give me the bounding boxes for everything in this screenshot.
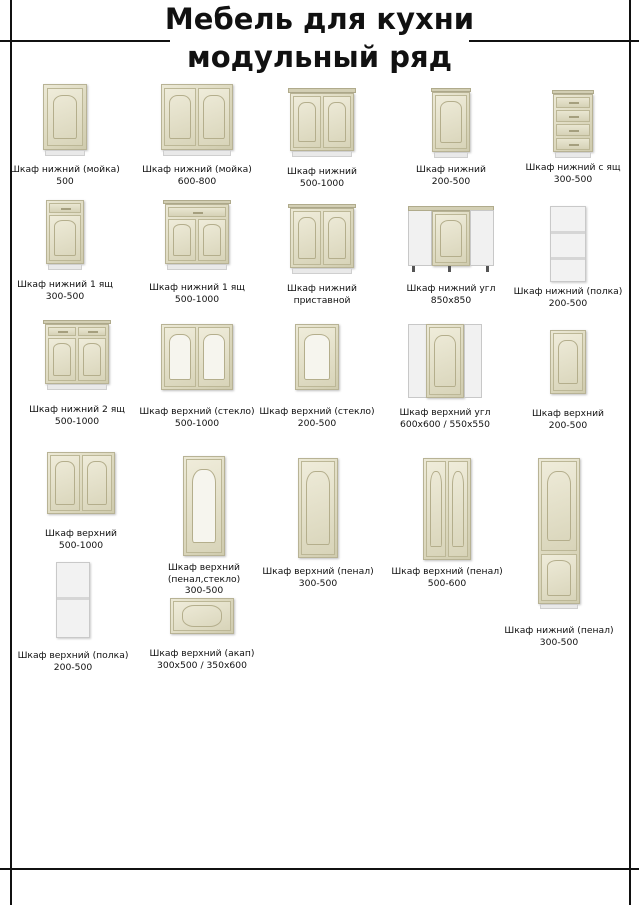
cabinet-image — [161, 324, 233, 390]
cabinet-image — [408, 324, 482, 398]
cabinet-image — [165, 200, 229, 270]
item-size: 200-500 — [297, 417, 337, 429]
item-title: Шкаф нижний 1 ящ — [17, 279, 113, 290]
item-size: 300-500 — [298, 577, 338, 589]
cabinet-image — [56, 562, 90, 638]
catalog-item-base-500-1000 — [262, 88, 382, 189]
cabinet-image — [295, 324, 339, 390]
frame-bottom-line — [0, 868, 639, 870]
item-size: 500-1000 — [54, 415, 100, 427]
cabinet-image — [46, 200, 84, 270]
item-title: Шкаф верхний — [44, 528, 118, 539]
page-title: Мебель для кухни — [150, 2, 489, 36]
cabinet-image — [553, 90, 593, 158]
item-title: Шкаф верхний (полка) — [17, 650, 129, 661]
cabinet-image — [538, 458, 580, 608]
catalog-item-base-tall-300-500 — [499, 458, 619, 648]
item-title: Шкаф нижний (мойка) — [142, 164, 252, 175]
item-size: 300-500 — [553, 173, 593, 185]
cabinet-image — [408, 206, 494, 274]
catalog-item-base-attachable — [262, 204, 382, 306]
item-title: Шкаф нижний (пенал) — [504, 625, 614, 636]
item-size: приставной — [293, 294, 351, 306]
catalog-item-wall-tall-glass-300-500 — [144, 456, 264, 596]
catalog-item-base-corner-850x850 — [391, 206, 511, 306]
catalog-item-wall-glass-200-500 — [257, 324, 377, 429]
item-title: Шкаф верхний (стекло) — [139, 406, 255, 417]
item-title: Шкаф верхний (пенал) — [262, 566, 374, 577]
item-size: 850х850 — [430, 294, 472, 306]
item-size: 200-500 — [53, 661, 93, 673]
item-subtitle: (пенал,стекло) — [167, 573, 241, 585]
catalog-item-base-drawers-300-500 — [513, 90, 633, 185]
item-size: 500-1000 — [299, 177, 345, 189]
item-title: Шкаф верхний (акап) — [149, 648, 255, 659]
item-size: 300-500 — [184, 585, 224, 596]
item-size: 300х500 / 350х600 — [157, 659, 247, 671]
item-title: Шкаф верхний (стекло) — [259, 406, 375, 417]
catalog-item-base-1-drawer-300-500 — [5, 200, 125, 302]
item-title: Шкаф верхний — [531, 408, 605, 419]
item-title: Шкаф нижний 2 ящ — [29, 404, 125, 415]
item-title: Шкаф нижний с ящ — [525, 162, 621, 173]
catalog-item-wall-200-500 — [508, 330, 628, 431]
item-title: Шкаф нижний — [287, 283, 357, 294]
item-title: Шкаф нижний — [416, 164, 486, 175]
cabinet-image — [423, 458, 471, 560]
item-size: 500 — [56, 175, 74, 187]
catalog-item-wall-shelf-200-500 — [13, 562, 133, 673]
item-title: Шкаф нижний угл — [406, 283, 496, 294]
catalog-item-base-sink-600-800 — [137, 84, 257, 187]
item-size: 200-500 — [548, 297, 588, 309]
cabinet-image — [45, 320, 109, 390]
cabinet-image — [161, 84, 233, 156]
catalog-item-wall-glass-500-1000 — [137, 324, 257, 429]
catalog-item-wall-hood — [142, 598, 262, 671]
item-title: Шкаф нижний — [287, 166, 357, 177]
cabinet-image — [170, 598, 234, 634]
catalog-item-wall-tall-500-600 — [387, 458, 507, 589]
cabinet-image — [183, 456, 225, 556]
cabinet-image — [432, 88, 470, 158]
catalog-item-wall-500-1000 — [21, 452, 141, 551]
item-size: 200-500 — [548, 419, 588, 431]
cabinet-image — [298, 458, 338, 558]
item-title: Шкаф нижний (мойка) — [10, 164, 120, 175]
item-size: 300-500 — [45, 290, 85, 302]
cabinet-image — [43, 84, 87, 156]
item-title: Шкаф верхний — [167, 562, 241, 573]
item-size: 500-1000 — [174, 417, 220, 429]
item-size: 500-1000 — [58, 539, 104, 551]
item-size: 600-800 — [177, 175, 217, 187]
catalog-item-wall-tall-300-500 — [258, 458, 378, 589]
cabinet-image — [550, 206, 586, 282]
catalog-item-wall-corner — [385, 324, 505, 430]
item-size: 500-1000 — [174, 293, 220, 305]
cabinet-image — [290, 88, 354, 158]
catalog-item-base-2-drawers-500-1000 — [17, 320, 137, 427]
item-title: Шкаф нижний 1 ящ — [149, 282, 245, 293]
catalog-item-base-shelf-200-500 — [508, 206, 628, 309]
cabinet-image — [290, 204, 354, 274]
item-title: Шкаф верхний угл — [399, 407, 491, 418]
page-subtitle: модульный ряд — [170, 40, 469, 74]
catalog-item-base-sink-500 — [5, 84, 125, 187]
item-size: 600х600 / 550х550 — [400, 418, 490, 430]
item-title: Шкаф верхний (пенал) — [391, 566, 503, 577]
item-title: Шкаф нижний (полка) — [513, 286, 623, 297]
item-size: 200-500 — [431, 175, 471, 187]
item-size: 300-500 — [539, 636, 579, 648]
item-size: 500-600 — [427, 577, 467, 589]
catalog-item-base-1-drawer-500-1000 — [137, 200, 257, 305]
catalog-item-base-200-500 — [391, 88, 511, 187]
cabinet-image — [47, 452, 115, 514]
cabinet-image — [550, 330, 586, 394]
